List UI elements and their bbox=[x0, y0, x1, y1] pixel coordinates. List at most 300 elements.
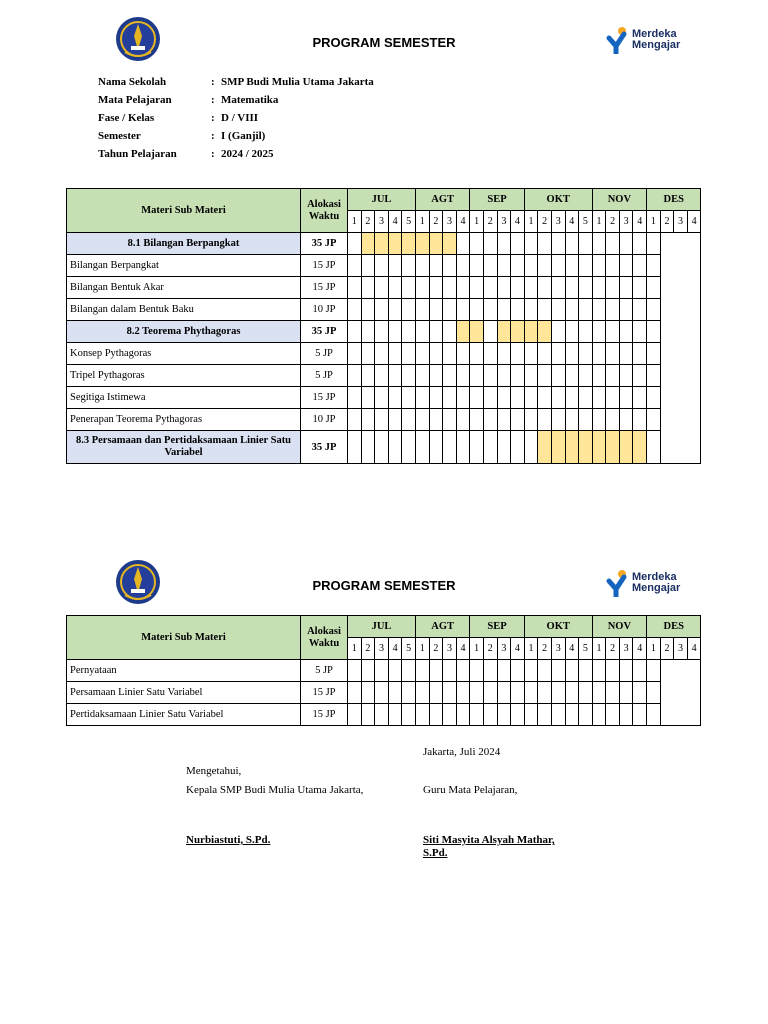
header-week: 2 bbox=[606, 211, 620, 233]
week-cell bbox=[592, 431, 606, 464]
week-cell bbox=[443, 299, 457, 321]
week-cell bbox=[511, 233, 525, 255]
week-cell bbox=[606, 409, 620, 431]
header-week: 3 bbox=[497, 638, 511, 660]
week-cell bbox=[348, 343, 362, 365]
material-name: Bilangan Berpangkat bbox=[67, 255, 301, 277]
week-cell bbox=[579, 682, 593, 704]
week-cell bbox=[375, 387, 389, 409]
week-cell bbox=[348, 321, 362, 343]
week-cell bbox=[375, 660, 389, 682]
week-cell bbox=[375, 704, 389, 726]
week-cell bbox=[647, 299, 661, 321]
week-cell bbox=[497, 277, 511, 299]
week-cell bbox=[415, 704, 429, 726]
header-week: 1 bbox=[592, 211, 606, 233]
week-cell bbox=[511, 660, 525, 682]
week-cell bbox=[633, 682, 647, 704]
week-cell bbox=[402, 343, 416, 365]
week-cell bbox=[415, 365, 429, 387]
week-cell bbox=[565, 682, 579, 704]
week-cell bbox=[375, 321, 389, 343]
week-cell bbox=[551, 660, 565, 682]
week-cell bbox=[470, 682, 484, 704]
week-cell bbox=[497, 343, 511, 365]
week-cell bbox=[606, 321, 620, 343]
material-name: Segitiga Istimewa bbox=[67, 387, 301, 409]
week-cell bbox=[592, 343, 606, 365]
week-cell bbox=[511, 277, 525, 299]
week-cell bbox=[579, 387, 593, 409]
header-week: 4 bbox=[456, 638, 470, 660]
brand-line1: Merdeka bbox=[632, 28, 677, 40]
week-cell bbox=[429, 660, 443, 682]
week-cell bbox=[470, 343, 484, 365]
week-cell bbox=[443, 660, 457, 682]
week-cell bbox=[415, 343, 429, 365]
week-cell bbox=[511, 387, 525, 409]
week-cell bbox=[402, 704, 416, 726]
week-cell bbox=[565, 704, 579, 726]
week-cell bbox=[538, 365, 552, 387]
merdeka-mengajar-logo bbox=[606, 569, 680, 597]
header-month: NOV bbox=[592, 616, 646, 638]
time-allocation: 35 JP bbox=[301, 431, 348, 464]
week-cell bbox=[375, 343, 389, 365]
week-cell bbox=[470, 704, 484, 726]
week-cell bbox=[606, 682, 620, 704]
week-cell bbox=[592, 660, 606, 682]
header-month: NOV bbox=[592, 189, 646, 211]
brand-line2: Mengajar bbox=[632, 39, 681, 51]
header-week: 4 bbox=[511, 211, 525, 233]
week-cell bbox=[348, 255, 362, 277]
week-cell bbox=[375, 277, 389, 299]
material-name: Pertidaksamaan Linier Satu Variabel bbox=[67, 704, 301, 726]
week-cell bbox=[606, 343, 620, 365]
week-cell bbox=[524, 704, 538, 726]
week-cell bbox=[619, 431, 633, 464]
week-cell bbox=[348, 299, 362, 321]
header-week: 3 bbox=[674, 638, 688, 660]
week-cell bbox=[647, 277, 661, 299]
week-cell bbox=[497, 660, 511, 682]
week-cell bbox=[619, 233, 633, 255]
week-cell bbox=[348, 365, 362, 387]
week-cell bbox=[619, 365, 633, 387]
header-week: 3 bbox=[619, 638, 633, 660]
header-materi: Materi Sub Materi bbox=[67, 189, 301, 233]
table-row bbox=[67, 387, 701, 409]
week-cell bbox=[606, 255, 620, 277]
week-cell bbox=[647, 255, 661, 277]
week-cell bbox=[633, 277, 647, 299]
place-date: Jakarta, Juli 2024 bbox=[423, 746, 501, 758]
week-cell bbox=[511, 321, 525, 343]
week-cell bbox=[619, 321, 633, 343]
week-cell bbox=[619, 409, 633, 431]
week-cell bbox=[579, 660, 593, 682]
time-allocation: 5 JP bbox=[301, 660, 348, 682]
week-cell bbox=[402, 409, 416, 431]
week-cell bbox=[619, 299, 633, 321]
week-cell bbox=[429, 255, 443, 277]
header-week: 4 bbox=[687, 211, 701, 233]
header-week: 2 bbox=[483, 211, 497, 233]
week-cell bbox=[429, 321, 443, 343]
week-cell bbox=[606, 299, 620, 321]
week-cell bbox=[511, 409, 525, 431]
week-cell bbox=[647, 660, 661, 682]
week-cell bbox=[565, 431, 579, 464]
header-alokasi: Alokasi Waktu bbox=[301, 189, 348, 233]
material-name: Bilangan Bentuk Akar bbox=[67, 277, 301, 299]
header-week: 2 bbox=[429, 638, 443, 660]
week-cell bbox=[647, 233, 661, 255]
header-month: SEP bbox=[470, 189, 524, 211]
week-cell bbox=[538, 321, 552, 343]
material-name: Konsep Pythagoras bbox=[67, 343, 301, 365]
week-cell bbox=[579, 255, 593, 277]
merdeka-mengajar-icon bbox=[606, 26, 628, 54]
week-cell bbox=[524, 299, 538, 321]
week-cell bbox=[402, 682, 416, 704]
header-week: 3 bbox=[551, 211, 565, 233]
week-cell bbox=[538, 704, 552, 726]
week-cell bbox=[443, 409, 457, 431]
week-cell bbox=[402, 660, 416, 682]
header-week: 2 bbox=[538, 211, 552, 233]
week-cell bbox=[511, 704, 525, 726]
week-cell bbox=[456, 409, 470, 431]
week-cell bbox=[402, 387, 416, 409]
week-cell bbox=[633, 704, 647, 726]
header-month: OKT bbox=[524, 616, 592, 638]
week-cell bbox=[565, 343, 579, 365]
week-cell bbox=[633, 431, 647, 464]
week-cell bbox=[415, 233, 429, 255]
week-cell bbox=[375, 409, 389, 431]
header-week: 3 bbox=[443, 211, 457, 233]
week-cell bbox=[551, 343, 565, 365]
week-cell bbox=[456, 660, 470, 682]
week-cell bbox=[443, 343, 457, 365]
week-cell bbox=[361, 321, 375, 343]
week-cell bbox=[551, 431, 565, 464]
teacher-role: Guru Mata Pelajaran, bbox=[423, 784, 518, 796]
week-cell bbox=[361, 660, 375, 682]
week-cell bbox=[633, 387, 647, 409]
week-cell bbox=[388, 233, 402, 255]
week-cell bbox=[348, 704, 362, 726]
time-allocation: 15 JP bbox=[301, 277, 348, 299]
header-week: 4 bbox=[565, 211, 579, 233]
time-allocation: 15 JP bbox=[301, 387, 348, 409]
week-cell bbox=[524, 233, 538, 255]
header-week: 4 bbox=[633, 638, 647, 660]
week-cell bbox=[361, 255, 375, 277]
header-week: 2 bbox=[538, 638, 552, 660]
header-month: AGT bbox=[415, 616, 469, 638]
week-cell bbox=[524, 660, 538, 682]
week-cell bbox=[592, 255, 606, 277]
week-cell bbox=[538, 255, 552, 277]
week-cell bbox=[415, 299, 429, 321]
header-week: 2 bbox=[660, 638, 674, 660]
week-cell bbox=[538, 233, 552, 255]
teacher-name: Siti Masyita Alsyah Mathar, S.Pd. bbox=[423, 834, 555, 859]
time-allocation: 10 JP bbox=[301, 409, 348, 431]
week-cell bbox=[579, 233, 593, 255]
week-cell bbox=[619, 255, 633, 277]
material-name: Pernyataan bbox=[67, 660, 301, 682]
week-cell bbox=[470, 660, 484, 682]
week-cell bbox=[348, 431, 362, 464]
table-row bbox=[67, 365, 701, 387]
week-cell bbox=[619, 277, 633, 299]
week-cell bbox=[524, 277, 538, 299]
week-cell bbox=[606, 277, 620, 299]
school-info: Nama Sekolah : SMP Budi Mulia Utama Jakarta Mata Pelajaran : Matematika Fase / Kelas : D / VIII Semester : I (Ganjil) Tahun Pelajaran : 2024 / 2025 bbox=[98, 76, 374, 160]
week-cell bbox=[565, 387, 579, 409]
week-cell bbox=[633, 255, 647, 277]
headmaster-name: Nurbiastuti, S.Pd. bbox=[186, 834, 271, 846]
week-cell bbox=[361, 704, 375, 726]
week-cell bbox=[483, 255, 497, 277]
header-week: 4 bbox=[388, 211, 402, 233]
time-allocation: 15 JP bbox=[301, 704, 348, 726]
week-cell bbox=[470, 277, 484, 299]
week-cell bbox=[592, 277, 606, 299]
week-cell bbox=[402, 255, 416, 277]
week-cell bbox=[497, 365, 511, 387]
table-row bbox=[67, 299, 701, 321]
week-cell bbox=[388, 343, 402, 365]
header-week: 4 bbox=[511, 638, 525, 660]
header-week: 2 bbox=[361, 638, 375, 660]
header-week: 5 bbox=[579, 638, 593, 660]
week-cell bbox=[470, 431, 484, 464]
header-week: 4 bbox=[565, 638, 579, 660]
week-cell bbox=[483, 343, 497, 365]
week-cell bbox=[538, 409, 552, 431]
table-row bbox=[67, 682, 701, 704]
week-cell bbox=[470, 233, 484, 255]
week-cell bbox=[388, 255, 402, 277]
week-cell bbox=[524, 387, 538, 409]
header-week: 2 bbox=[361, 211, 375, 233]
week-cell bbox=[402, 233, 416, 255]
week-cell bbox=[579, 365, 593, 387]
week-cell bbox=[456, 387, 470, 409]
week-cell bbox=[511, 365, 525, 387]
week-cell-merged bbox=[660, 660, 701, 726]
header-week: 4 bbox=[456, 211, 470, 233]
week-cell bbox=[361, 431, 375, 464]
week-cell bbox=[361, 343, 375, 365]
week-cell bbox=[402, 431, 416, 464]
header-week: 1 bbox=[415, 638, 429, 660]
week-cell bbox=[429, 387, 443, 409]
header-materi: Materi Sub Materi bbox=[67, 616, 301, 660]
week-cell bbox=[375, 233, 389, 255]
header-week: 1 bbox=[524, 211, 538, 233]
week-cell bbox=[579, 704, 593, 726]
header-month: DES bbox=[647, 189, 701, 211]
week-cell bbox=[361, 409, 375, 431]
week-cell bbox=[402, 299, 416, 321]
week-cell bbox=[565, 409, 579, 431]
week-cell bbox=[375, 682, 389, 704]
week-cell bbox=[429, 704, 443, 726]
header-month: OKT bbox=[524, 189, 592, 211]
week-cell bbox=[470, 321, 484, 343]
week-cell bbox=[511, 255, 525, 277]
week-cell bbox=[429, 277, 443, 299]
week-cell bbox=[429, 343, 443, 365]
week-cell bbox=[470, 387, 484, 409]
week-cell bbox=[551, 321, 565, 343]
week-cell bbox=[524, 343, 538, 365]
week-cell bbox=[497, 321, 511, 343]
week-cell bbox=[443, 233, 457, 255]
week-cell bbox=[483, 299, 497, 321]
week-cell bbox=[388, 299, 402, 321]
header-week: 2 bbox=[483, 638, 497, 660]
week-cell bbox=[456, 277, 470, 299]
week-cell bbox=[592, 299, 606, 321]
week-cell bbox=[483, 682, 497, 704]
week-cell bbox=[443, 704, 457, 726]
week-cell bbox=[375, 431, 389, 464]
header-month: JUL bbox=[348, 616, 416, 638]
week-cell bbox=[538, 299, 552, 321]
week-cell bbox=[524, 321, 538, 343]
week-cell bbox=[538, 431, 552, 464]
week-cell bbox=[551, 682, 565, 704]
week-cell bbox=[483, 409, 497, 431]
header-week: 2 bbox=[429, 211, 443, 233]
table-row bbox=[67, 321, 701, 343]
week-cell bbox=[511, 431, 525, 464]
table-row bbox=[67, 704, 701, 726]
week-cell bbox=[348, 660, 362, 682]
header-week: 3 bbox=[551, 638, 565, 660]
week-cell bbox=[375, 299, 389, 321]
week-cell bbox=[483, 387, 497, 409]
week-cell bbox=[647, 682, 661, 704]
week-cell bbox=[456, 255, 470, 277]
week-cell bbox=[361, 299, 375, 321]
sub-material-title: 8.2 Teorema Phythagoras bbox=[67, 321, 301, 343]
week-cell bbox=[361, 277, 375, 299]
week-cell bbox=[429, 365, 443, 387]
brand-line1: Merdeka bbox=[632, 571, 677, 583]
week-cell bbox=[538, 660, 552, 682]
mengetahui-label: Mengetahui, bbox=[186, 765, 242, 777]
header-week: 1 bbox=[348, 638, 362, 660]
week-cell bbox=[592, 233, 606, 255]
week-cell bbox=[348, 387, 362, 409]
week-cell bbox=[592, 704, 606, 726]
table-row bbox=[67, 233, 701, 255]
table-row bbox=[67, 409, 701, 431]
header-week: 1 bbox=[647, 638, 661, 660]
header-month: JUL bbox=[348, 189, 416, 211]
week-cell bbox=[443, 277, 457, 299]
header-week: 2 bbox=[660, 211, 674, 233]
week-cell bbox=[511, 682, 525, 704]
header-week: 1 bbox=[647, 211, 661, 233]
week-cell bbox=[633, 660, 647, 682]
week-cell bbox=[538, 387, 552, 409]
week-cell bbox=[511, 299, 525, 321]
week-cell bbox=[415, 255, 429, 277]
week-cell bbox=[606, 387, 620, 409]
time-allocation: 5 JP bbox=[301, 343, 348, 365]
headmaster-role: Kepala SMP Budi Mulia Utama Jakarta, bbox=[186, 784, 364, 796]
header-week: 1 bbox=[592, 638, 606, 660]
week-cell bbox=[647, 321, 661, 343]
header-week: 4 bbox=[687, 638, 701, 660]
week-cell bbox=[456, 321, 470, 343]
week-cell bbox=[443, 431, 457, 464]
week-cell bbox=[551, 704, 565, 726]
week-cell bbox=[415, 277, 429, 299]
week-cell bbox=[565, 660, 579, 682]
week-cell bbox=[361, 233, 375, 255]
week-cell bbox=[443, 365, 457, 387]
week-cell bbox=[647, 431, 661, 464]
week-cell bbox=[429, 409, 443, 431]
week-cell bbox=[456, 365, 470, 387]
week-cell bbox=[579, 299, 593, 321]
brand-line2: Mengajar bbox=[632, 582, 681, 594]
week-cell bbox=[402, 321, 416, 343]
week-cell bbox=[361, 682, 375, 704]
page-title: PROGRAM SEMESTER bbox=[312, 35, 456, 50]
week-cell bbox=[647, 365, 661, 387]
header-alokasi: Alokasi Waktu bbox=[301, 616, 348, 660]
week-cell bbox=[415, 682, 429, 704]
week-cell bbox=[483, 365, 497, 387]
week-cell bbox=[388, 682, 402, 704]
week-cell bbox=[456, 682, 470, 704]
merdeka-mengajar-logo bbox=[606, 26, 680, 54]
header-week: 1 bbox=[470, 211, 484, 233]
week-cell bbox=[524, 409, 538, 431]
week-cell bbox=[538, 682, 552, 704]
header-week: 1 bbox=[415, 211, 429, 233]
week-cell bbox=[606, 704, 620, 726]
week-cell bbox=[348, 233, 362, 255]
material-name: Bilangan dalam Bentuk Baku bbox=[67, 299, 301, 321]
time-allocation: 15 JP bbox=[301, 682, 348, 704]
week-cell bbox=[538, 277, 552, 299]
page-title: PROGRAM SEMESTER bbox=[312, 578, 456, 593]
table-row bbox=[67, 343, 701, 365]
week-cell bbox=[633, 233, 647, 255]
header-week: 4 bbox=[388, 638, 402, 660]
week-cell bbox=[633, 365, 647, 387]
week-cell bbox=[511, 343, 525, 365]
header-month: AGT bbox=[415, 189, 469, 211]
week-cell bbox=[429, 299, 443, 321]
week-cell bbox=[606, 233, 620, 255]
week-cell bbox=[388, 277, 402, 299]
week-cell bbox=[565, 255, 579, 277]
week-cell bbox=[592, 682, 606, 704]
